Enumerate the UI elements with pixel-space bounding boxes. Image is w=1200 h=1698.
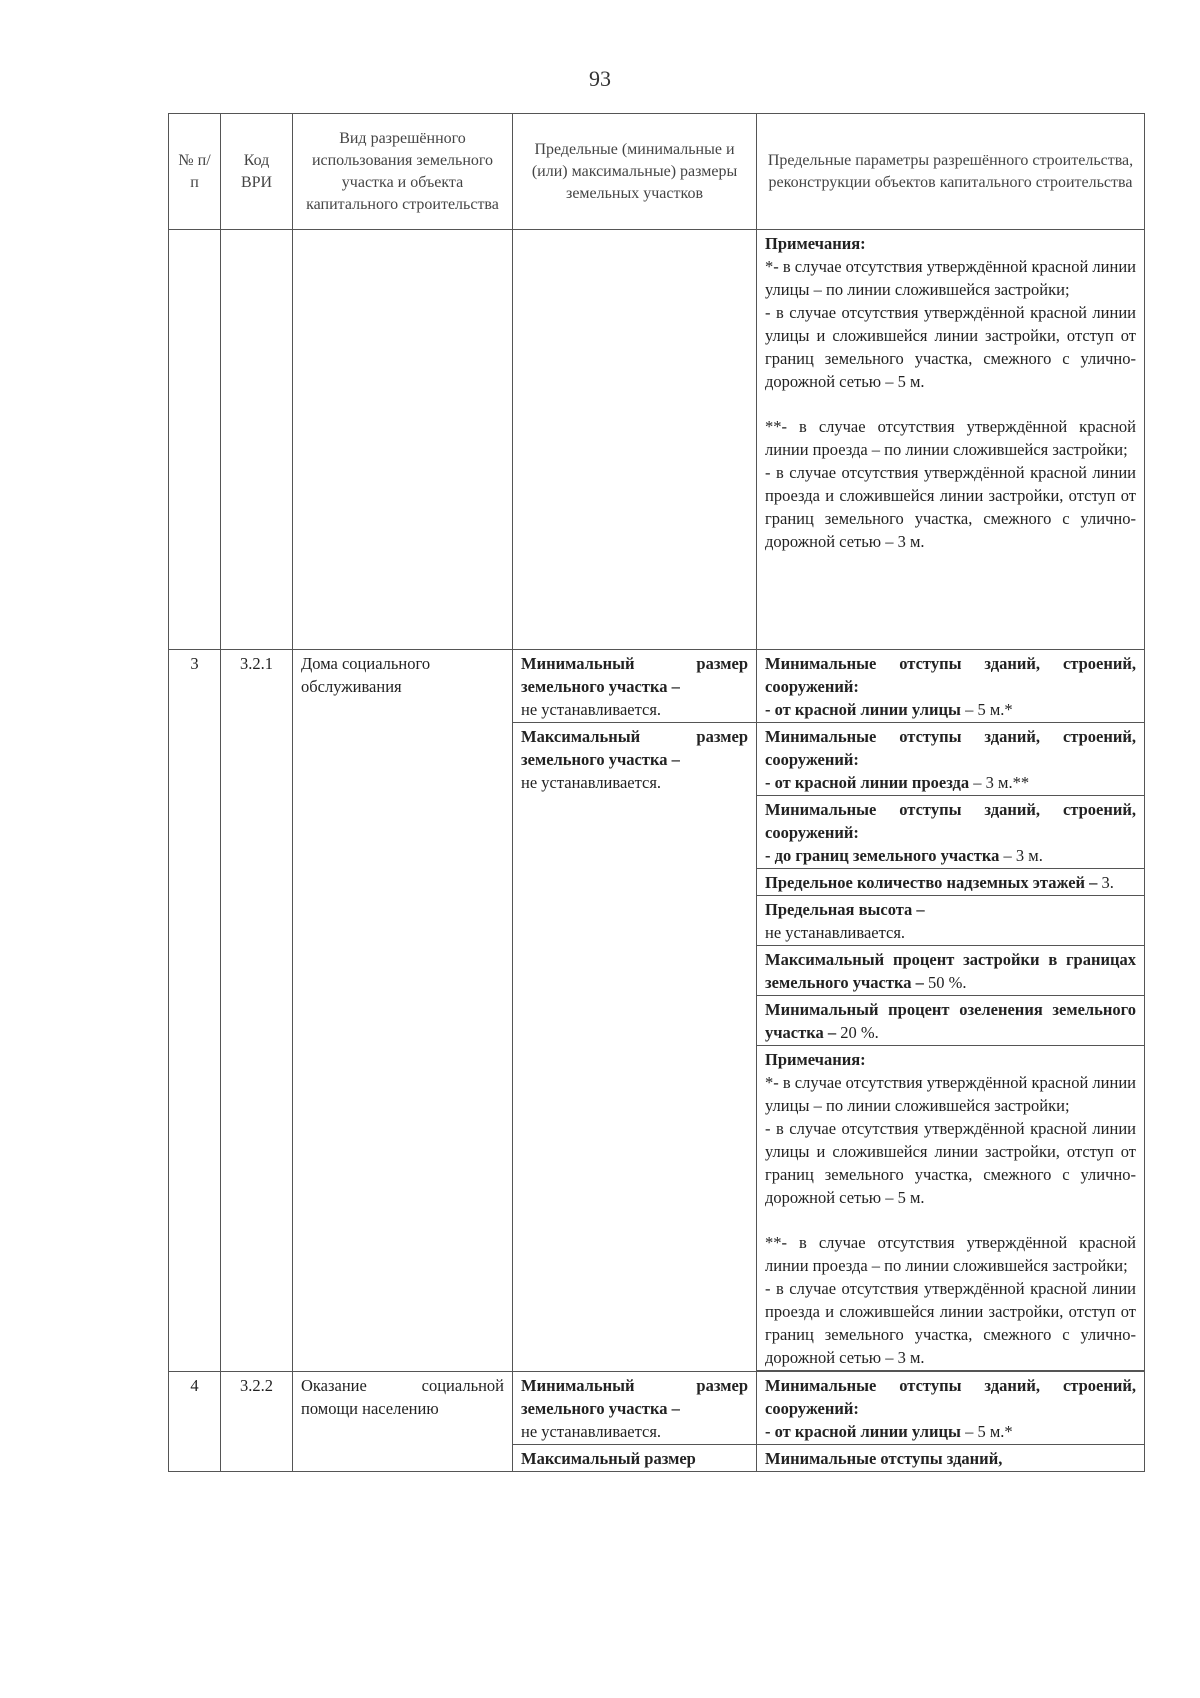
param-cell [757,896,1145,946]
param-title: Предельное количество надземных этажей – [765,873,1098,892]
param-title: Минимальный процент озеленения земельного участка – [765,1000,1136,1042]
cell-empty [169,230,221,650]
param-value: - от красной линии улицы [765,700,961,719]
notes-cell [757,230,1145,650]
param-cell [757,650,1145,723]
notes-cell [757,1046,1145,1371]
notes-title: Примечания: [765,234,866,253]
min-size-cell [513,1372,757,1445]
header-num: № п/п [169,114,221,230]
table-row-carry [169,230,1145,650]
max-size-title: Максимальный размер земельного участка – [521,727,748,769]
max-size-title: Максимальный размер [521,1449,696,1468]
param-title: Минимальные отступы зданий, строений, сооружений: [765,654,1136,696]
notes-title: Примечания: [765,1050,866,1069]
param-tail: – 5 м.* [960,700,1013,719]
param-tail: 50 %. [923,973,967,992]
param-cell [757,869,1145,896]
param-title: Минимальные отступы зданий, [765,1449,1003,1468]
min-size-title: Минимальный размер земельного участка – [521,1376,748,1418]
min-size-cell [513,650,757,723]
table-header-row [169,114,1145,230]
note-paragraph: *- в случае отсутствия утверждённой красной линии улицы – по линии сложившейся застройки; [765,257,1136,299]
header-sizes: Предельные (минимальные и (или) максимальные) размеры земельных участков [513,114,757,230]
note-paragraph: **- в случае отсутствия утверждённой красной линии проезда – по линии сложившейся застройки; [765,417,1136,459]
regulations-table [168,113,1145,1472]
note-paragraph: **- в случае отсутствия утверждённой красной линии проезда – по линии сложившейся застройки; [765,1233,1136,1275]
param-tail: 3. [1097,873,1114,892]
param-tail: 20 %. [836,1023,879,1042]
param-tail: – 5 м.* [960,1422,1013,1441]
param-title: Минимальные отступы зданий, строений, сооружений: [765,727,1136,769]
row-code: 3.2.2 [221,1372,293,1472]
row-kind: Оказание социальной помощи населению [293,1372,513,1472]
note-paragraph: - в случае отсутствия утверждённой красной линии улицы и сложившейся линии застройки, отступ от границ земельного участка, смежного с улично-дорожной сетью – 5 м. [765,1119,1136,1207]
row-number: 4 [169,1372,221,1472]
page-number: 93 [589,66,611,91]
max-size-value: не устанавливается. [521,773,662,792]
min-size-title: Минимальный размер земельного участка – [521,654,748,696]
param-value: не устанавливается. [765,923,906,942]
param-title: Минимальные отступы зданий, строений, сооружений: [765,1376,1136,1418]
note-paragraph: - в случае отсутствия утверждённой красной линии проезда и сложившейся линии застройки, отступ от границ земельного участка, смежного с улично-дорожной сетью – 3 м. [765,1279,1136,1367]
param-cell [757,723,1145,796]
cell-empty [221,230,293,650]
cell-empty [293,230,513,650]
header-kind: Вид разрешённого использования земельного участка и объекта капитального строительства [293,114,513,230]
header-params: Предельные параметры разрешённого строительства, реконструкции объектов капитального строительства [757,114,1145,230]
param-cell [757,796,1145,869]
param-title: Максимальный процент застройки в границах земельного участка – [765,950,1136,992]
note-paragraph: *- в случае отсутствия утверждённой красной линии улицы – по линии сложившейся застройки; [765,1073,1136,1115]
param-cell [757,1445,1145,1472]
row-code: 3.2.1 [221,650,293,1372]
param-value: - от красной линии улицы [765,1422,961,1441]
row-kind: Дома социального обслуживания [293,650,513,1372]
param-cell [757,946,1145,996]
param-cell [757,1372,1145,1445]
min-size-value: не устанавливается. [521,700,662,719]
table-row [169,1372,1145,1445]
table-row [169,650,1145,723]
param-tail: – 3 м. [999,846,1043,865]
row-number: 3 [169,650,221,1372]
max-size-cell [513,723,757,1372]
param-cell [757,996,1145,1046]
param-value: - до границ земельного участка [765,846,1000,865]
param-title: Предельная высота – [765,900,925,919]
header-code: Код ВРИ [221,114,293,230]
note-paragraph: - в случае отсутствия утверждённой красной линии улицы и сложившейся линии застройки, отступ от границ земельного участка, смежного с улично-дорожной сетью – 5 м. [765,303,1136,391]
param-title: Минимальные отступы зданий, строений, сооружений: [765,800,1136,842]
max-size-cell [513,1445,757,1472]
note-paragraph: - в случае отсутствия утверждённой красной линии проезда и сложившейся линии застройки, отступ от границ земельного участка, смежного с улично-дорожной сетью – 3 м. [765,463,1136,551]
param-value: - от красной линии проезда [765,773,970,792]
param-tail: – 3 м.** [969,773,1030,792]
cell-empty [513,230,757,650]
min-size-value: не устанавливается. [521,1422,662,1441]
